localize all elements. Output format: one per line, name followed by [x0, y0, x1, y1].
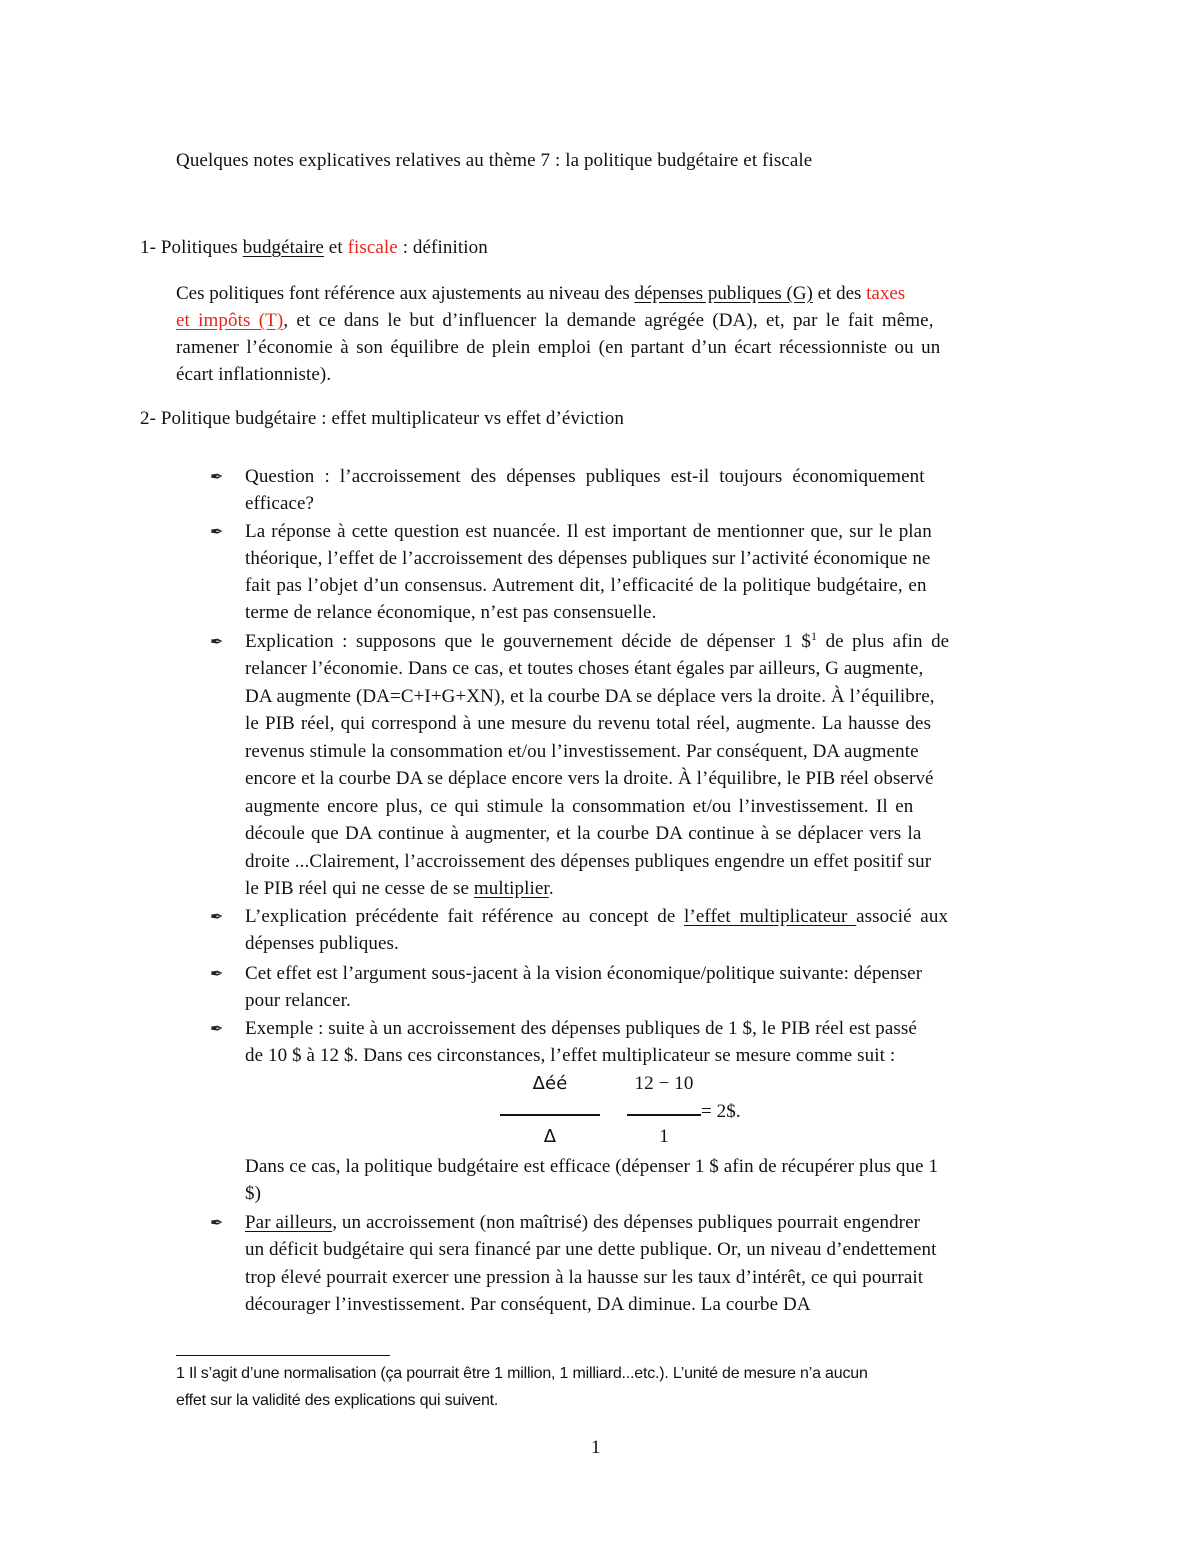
formula-right-denominator: 1	[659, 1126, 669, 1147]
bullet2-line1: La réponse à cette question est nuancée. Il est important de mentionner que, sur le plan	[245, 521, 932, 542]
pen-bullet-icon: ✒	[210, 966, 224, 983]
bullet3-line5: revenus stimule la consommation et/ou l’investissement. Par conséquent, DA augmente	[245, 741, 919, 762]
formula-left-denominator: Δ	[543, 1126, 557, 1147]
formula-result: = 2$.	[701, 1101, 741, 1122]
formula-left-bar	[500, 1114, 600, 1116]
bullet3-line8: découle que DA continue à augmenter, et la courbe DA continue à se déplacer vers la	[245, 823, 922, 844]
fiscale-term: fiscale	[347, 237, 398, 258]
bullet3-line9: droite ...Clairement, l’accroissement des dépenses publiques engendre un effet positif sur	[245, 851, 932, 872]
bullet3-line10	[245, 878, 554, 900]
pen-bullet-icon: ✒	[210, 909, 224, 926]
budgetaire-term: budgétaire	[242, 237, 324, 258]
page-title: Quelques notes explicatives relatives au thème 7 : la politique budgétaire et fiscale	[176, 150, 813, 171]
bullet5-line1: Cet effet est l’argument sous-jacent à la vision économique/politique suivante: dépenser	[245, 963, 923, 984]
bullet3-last-a: le PIB réel qui ne cesse de se	[245, 878, 474, 899]
bullet6-line1: Exemple : suite à un accroissement des dépenses publiques de 1 $, le PIB réel est passé	[245, 1018, 917, 1039]
bullet3-line3: DA augmente (DA=C+I+G+XN), et la courbe DA se déplace vers la droite. À l’équilibre,	[245, 686, 935, 707]
bullet6-line2: de 10 $ à 12 $. Dans ces circonstances, l’effet multiplicateur se mesure comme suit :	[245, 1045, 896, 1066]
bullet3-line2: relancer l’économie. Dans ce cas, et toutes choses étant égales par ailleurs, G augmente,	[245, 658, 924, 679]
para1-l1-text	[176, 283, 905, 305]
bullet7-line4: décourager l’investissement. Par conséquent, DA diminue. La courbe DA	[245, 1294, 811, 1315]
effet-multiplicateur-term: l’effet multiplicateur	[684, 906, 857, 927]
bullet3-l1a: Explication : supposons que le gouvernement décide de dépenser 1 $	[245, 631, 812, 652]
bullet3-line6: encore et la courbe DA se déplace encore vers la droite. À l’équilibre, le PIB réel observé	[245, 768, 934, 789]
bullet3-line7: augmente encore plus, ce qui stimule la consommation et/ou l’investissement. Il en	[245, 796, 914, 817]
after-formula-line1: Dans ce cas, la politique budgétaire est efficace (dépenser 1 $ afin de récupérer plus que 1	[245, 1156, 939, 1177]
formula-right-numerator: 12 − 10	[634, 1073, 694, 1094]
para1-line1	[176, 283, 1022, 305]
taxes-term: taxes	[866, 283, 906, 304]
page-number: 1	[591, 1437, 601, 1458]
bullet2-line4: terme de relance économique, n’est pas consensuelle.	[245, 602, 657, 623]
para1-l2b: , et ce dans le but d’influencer la demande agrégée (DA), et, par le fait même,	[283, 310, 934, 331]
para1-l1a: Ces politiques font référence aux ajustements au niveau des	[176, 283, 635, 304]
bullet1-line1: Question : l’accroissement des dépenses publiques est-il toujours économiquement	[245, 466, 925, 487]
bullet3-l1b: de plus afin de	[817, 631, 950, 652]
bullet1-line2: efficace?	[245, 493, 315, 514]
para1-line3: ramener l’économie à son équilibre de plein emploi (en partant d’un écart récessionniste ou un	[176, 337, 941, 358]
bullet3-line4: le PIB réel, qui correspond à une mesure du revenu total réel, augmente. La hausse des	[245, 713, 932, 734]
footnote-line2: effet sur la validité des explications qui suivent.	[176, 1392, 499, 1409]
para1-line2	[176, 310, 934, 332]
section1-heading	[140, 237, 488, 259]
bullet7-line2: un déficit budgétaire qui sera financé par une dette publique. Or, un niveau d’endettement	[245, 1239, 937, 1260]
multiplier-term: multiplier	[473, 878, 549, 899]
par-ailleurs-term: Par ailleurs	[245, 1212, 333, 1233]
bullet7-line1	[245, 1212, 920, 1234]
bullet5-line2: pour relancer.	[245, 990, 351, 1011]
formula-right-bar	[627, 1114, 701, 1116]
para1-l1c: et des	[812, 283, 867, 304]
section1-suffix: : définition	[397, 237, 488, 258]
bullet7-line3: trop élevé pourrait exercer une pression à la hausse sur les taux d’intérêt, ce qui pourrait	[245, 1267, 924, 1288]
formula-left-numerator: Δéé	[532, 1073, 568, 1094]
bullet7-l1a: , un accroissement (non maîtrisé) des dépenses publiques pourrait engendrer	[332, 1212, 921, 1233]
section1-prefix: 1- Politiques	[140, 237, 243, 258]
pen-bullet-icon: ✒	[210, 1215, 224, 1232]
bullet2-line3: fait pas l’objet d’un consensus. Autrement dit, l’efficacité de la politique budgétaire, en	[245, 575, 927, 596]
depenses-publiques-term: dépenses publiques (G)	[634, 283, 813, 304]
bullet4-l1b: associé aux	[856, 906, 949, 927]
para1-line4: écart inflationniste).	[176, 364, 332, 385]
bullet4-line1	[245, 906, 948, 928]
bullet2-line2: théorique, l’effet de l’accroissement des dépenses publiques sur l’activité économique ne	[245, 548, 931, 569]
pen-bullet-icon: ✒	[210, 634, 224, 651]
impots-term: et impôts (T)	[176, 310, 284, 331]
pen-bullet-icon: ✒	[210, 524, 224, 541]
footnote-ref[interactable]: 1	[811, 629, 818, 643]
bullet3-last-b: .	[548, 878, 554, 899]
pen-bullet-icon: ✒	[210, 1021, 224, 1038]
after-formula-line2: $)	[245, 1183, 262, 1204]
footnote-separator	[176, 1355, 390, 1356]
pen-bullet-icon: ✒	[210, 469, 224, 486]
section1-et: et	[323, 237, 348, 258]
bullet3-line1	[245, 631, 949, 653]
bullet4-l1a: L’explication précédente fait référence au concept de	[245, 906, 685, 927]
footnote-line1: 1 Il s’agit d’une normalisation (ça pourrait être 1 million, 1 milliard...etc.). L’unité de mesure n’a aucun	[176, 1365, 868, 1382]
bullet4-line2: dépenses publiques.	[245, 933, 399, 954]
section2-heading: 2- Politique budgétaire : effet multiplicateur vs effet d’éviction	[140, 408, 624, 429]
